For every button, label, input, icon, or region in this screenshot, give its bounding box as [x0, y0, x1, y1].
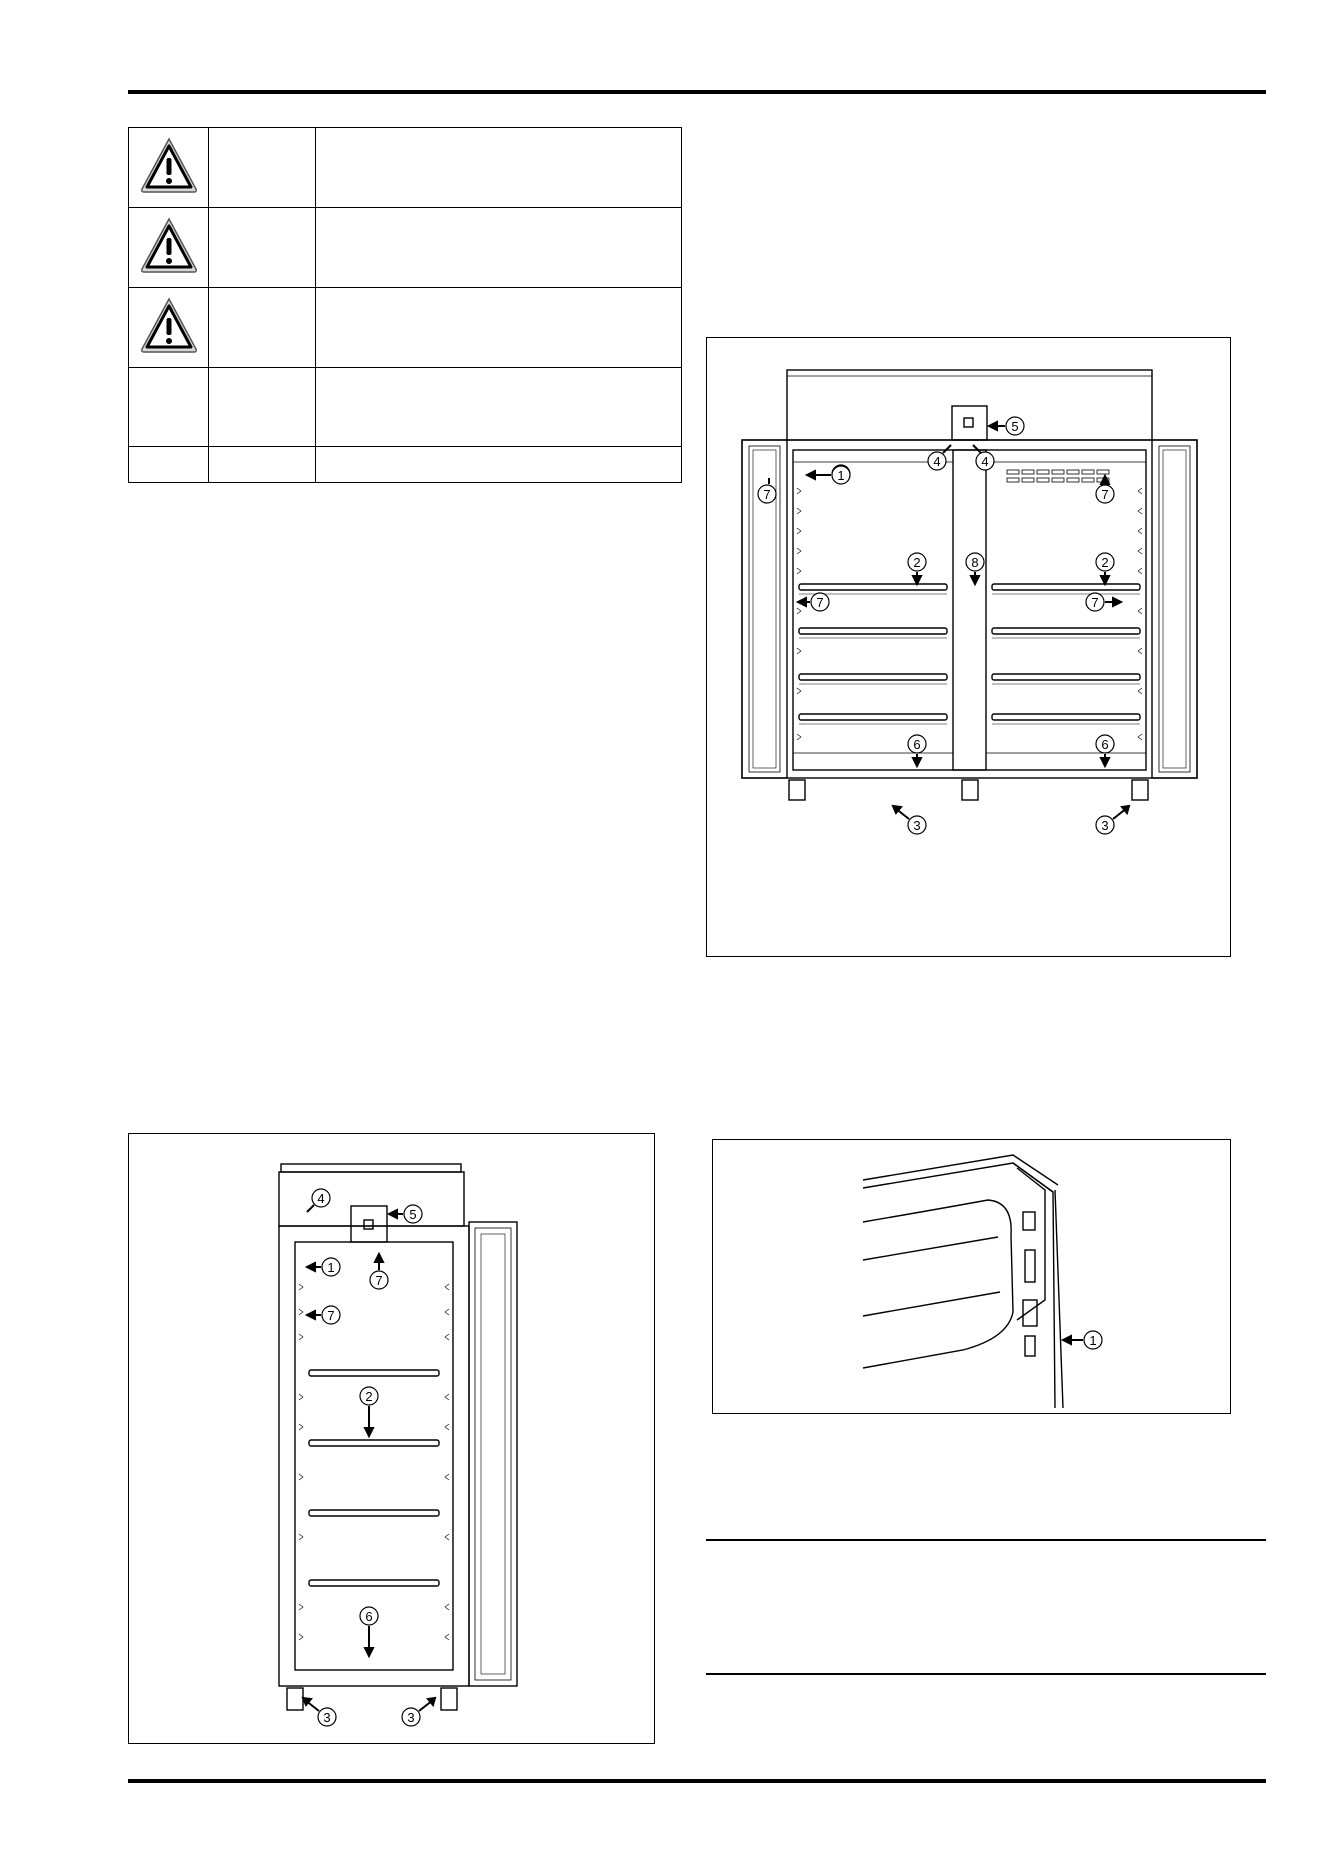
callout-2: 2	[365, 1389, 373, 1404]
table-description-cell	[316, 447, 682, 483]
callout-5: 5	[1011, 419, 1019, 434]
single-door-cabinet-drawing	[129, 1134, 654, 1743]
note-top-rule	[706, 1539, 1266, 1541]
callout-7: 7	[1101, 487, 1109, 502]
table-icon-cell	[129, 288, 209, 368]
callout-4: 4	[933, 454, 941, 469]
table-icon-cell	[129, 368, 209, 447]
callout-7: 7	[763, 487, 771, 502]
callout-8: 8	[971, 555, 979, 570]
callout-6: 6	[913, 737, 921, 752]
signal-word-table	[128, 127, 682, 483]
figure-single-door-cabinet	[128, 1133, 655, 1744]
warning-triangle-icon	[139, 296, 199, 354]
callout-3: 3	[323, 1710, 331, 1725]
footer-rule	[128, 1779, 1266, 1783]
callout-4: 4	[317, 1191, 325, 1206]
table-row	[129, 208, 682, 288]
callout-3: 3	[407, 1710, 415, 1725]
door-hinge-drawing	[713, 1140, 1230, 1413]
table-row	[129, 447, 682, 483]
table-row	[129, 288, 682, 368]
callout-1: 1	[1089, 1333, 1097, 1348]
table-signal-word-cell	[209, 368, 316, 447]
callout-7: 7	[327, 1308, 335, 1323]
table-description-cell	[316, 208, 682, 288]
table-description-cell	[316, 288, 682, 368]
callout-5: 5	[409, 1207, 417, 1222]
note-bottom-rule	[706, 1673, 1266, 1675]
table-signal-word-cell	[209, 208, 316, 288]
callout-7: 7	[375, 1273, 383, 1288]
table-icon-cell	[129, 128, 209, 208]
callout-3: 3	[1101, 818, 1109, 833]
callout-1: 1	[327, 1260, 335, 1275]
figure-door-hinge-detail	[712, 1139, 1231, 1414]
callout-2: 2	[913, 555, 921, 570]
callout-7: 7	[1091, 595, 1099, 610]
table-description-cell	[316, 128, 682, 208]
table-row	[129, 128, 682, 208]
callout-6: 6	[365, 1609, 373, 1624]
callout-6: 6	[1101, 737, 1109, 752]
callout-3: 3	[913, 818, 921, 833]
callout-2: 2	[1101, 555, 1109, 570]
table-icon-cell	[129, 447, 209, 483]
double-door-callout-labels	[707, 338, 1230, 956]
table-signal-word-cell	[209, 128, 316, 208]
table-description-cell	[316, 368, 682, 447]
table-signal-word-cell	[209, 447, 316, 483]
callout-7: 7	[816, 595, 824, 610]
callout-1: 1	[837, 468, 845, 483]
callout-4: 4	[981, 454, 989, 469]
table-row	[129, 368, 682, 447]
warning-triangle-icon	[139, 216, 199, 274]
header-rule	[128, 90, 1266, 94]
table-icon-cell	[129, 208, 209, 288]
figure-double-door-cabinet	[706, 337, 1231, 957]
table-signal-word-cell	[209, 288, 316, 368]
warning-triangle-icon	[139, 136, 199, 194]
